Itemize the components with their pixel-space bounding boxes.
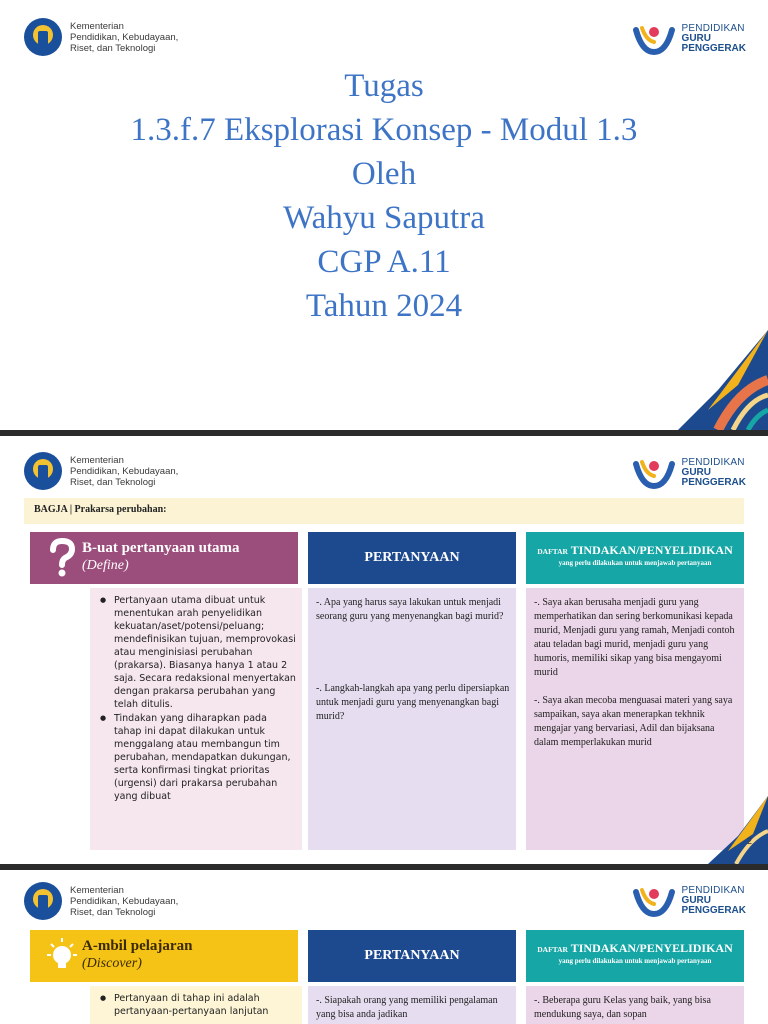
guru-penggerak-logo: [632, 456, 746, 490]
ministry-line: Riset, dan Teknologi: [70, 42, 156, 54]
step-subtitle: (Define): [82, 558, 129, 573]
pertanyaan-header: PERTANYAAN: [308, 532, 516, 584]
guidance-bullet: ● Pertanyaan di tahap ini adalah pertanyaan-pertanyaan lanjutan: [100, 992, 296, 1018]
step-subtitle: (Discover): [82, 956, 142, 971]
actions-column: [526, 986, 744, 1024]
ministry-logo: [24, 452, 178, 490]
guru-penggerak-logo: [632, 884, 746, 918]
program-line: PENGGERAK: [681, 905, 746, 916]
program-line: GURU: [681, 467, 711, 478]
title-line: 1.3.f.7 Eksplorasi Konsep - Modul 1.3: [130, 112, 638, 148]
slide-define: [0, 436, 768, 864]
daftar-small-label: DAFTAR: [537, 945, 568, 954]
program-line: GURU: [681, 895, 711, 906]
title-line: Tahun 2024: [305, 288, 463, 324]
question-item: -. Apa yang harus saya lakukan untuk menjadi seorang guru yang menyenangkan bagi murid?: [316, 597, 504, 622]
pertanyaan-header: PERTANYAAN: [308, 930, 516, 982]
question-item: -. Langkah-langkah apa yang perlu dipersiapkan untuk menjadi guru yang menyenangkan bagi murid?: [316, 683, 510, 722]
guidance-column: [90, 588, 302, 850]
ministry-line: Kementerian: [70, 20, 124, 32]
ministry-line: Kementerian: [70, 454, 124, 466]
program-line: GURU: [681, 33, 711, 44]
daftar-main-label: TINDAKAN/PENYELIDIKAN: [570, 941, 733, 955]
daftar-small-label: DAFTAR: [537, 547, 568, 556]
program-line: PENDIDIKAN: [681, 23, 745, 34]
title-block: [0, 64, 768, 328]
ministry-logo: [24, 18, 178, 56]
guidance-bullet: ● Pertanyaan utama dibuat untuk menentukan arah penyelidikan kekuatan/aset/potensi/peluang; mendefinisikan tujuan, memprovokasi atau menginisiasi perubahan (prakarsa). Biasanya hanya 1 atau 2 saja. Secara redaksional menyertakan dengan prakarsa perubahan yang telah ditulis.: [100, 594, 296, 711]
step-header-discover: [30, 930, 298, 982]
action-item: -. Saya akan berusaha menjadi guru yang memperhatikan dan sering berkomunikasi kepada murid, Menjadi guru yang ramah, Menjadi contoh atau teladan bagi murid, menjadi guru yang humoris, memiliki sikap yang bisa mengayomi murid: [534, 597, 735, 678]
guru-penggerak-mark-icon: [632, 456, 676, 490]
program-line: PENGGERAK: [681, 43, 746, 54]
page-number: 2: [746, 836, 752, 846]
step-title: B-uat pertanyaan utama: [82, 540, 240, 556]
tut-wuri-handayani-seal-icon: [24, 452, 62, 490]
guru-penggerak-mark-icon: [632, 884, 676, 918]
guidance-bullet: ● Tindakan yang diharapkan pada tahap ini dapat dilakukan untuk menggalang atau membangun tim perubahan, mendapatkan dukungan, serta konfirmasi tingkat prioritas (urgensi) dari prakarsa perubahan yang dibuat: [100, 712, 296, 803]
ministry-logo: [24, 882, 178, 920]
program-line: PENGGERAK: [681, 477, 746, 488]
guidance-column: [90, 986, 302, 1024]
action-item: -. Beberapa guru Kelas yang baik, yang bisa mendukung saya, dan sopan: [534, 995, 711, 1020]
ministry-line: Pendidikan, Kebudayaan,: [70, 895, 179, 907]
slide-title: [0, 0, 768, 430]
ministry-line: Riset, dan Teknologi: [70, 906, 156, 918]
title-line: Tugas: [344, 68, 424, 104]
action-item: -. Saya akan mecoba menguasai materi yang saya sampaikan, saya akan menerapkan tekhnik mengajar yang bervariasi, Adil dan bijaksana dalam memperlakukan murid: [534, 695, 733, 748]
corner-decoration-icon: [708, 796, 768, 864]
questions-column: [308, 986, 516, 1024]
bagja-banner: BAGJA | Prakarsa perubahan:: [24, 498, 744, 524]
title-line: Wahyu Saputra: [283, 200, 485, 236]
daftar-header: [526, 930, 744, 982]
daftar-main-label: TINDAKAN/PENYELIDIKAN: [570, 543, 733, 557]
daftar-sub-label: yang perlu dilakukan untuk menjawab pertanyaan: [558, 957, 712, 965]
questions-column: [308, 588, 516, 850]
step-header-define: [30, 532, 298, 584]
slide-discover: [0, 870, 768, 1024]
title-line: Oleh: [351, 156, 417, 192]
tut-wuri-handayani-seal-icon: [24, 882, 62, 920]
ministry-line: Pendidikan, Kebudayaan,: [70, 31, 179, 43]
question-item: -. Siapakah orang yang memiliki pengalaman yang bisa anda jadikan: [316, 995, 498, 1020]
ministry-line: Pendidikan, Kebudayaan,: [70, 465, 179, 477]
tut-wuri-handayani-seal-icon: [24, 18, 62, 56]
daftar-sub-label: yang perlu dilakukan untuk menjawab pertanyaan: [558, 559, 712, 567]
corner-decoration-icon: [678, 330, 768, 430]
ministry-line: Kementerian: [70, 884, 124, 896]
guru-penggerak-mark-icon: [632, 22, 676, 56]
program-line: PENDIDIKAN: [681, 457, 745, 468]
program-line: PENDIDIKAN: [681, 885, 745, 896]
guru-penggerak-logo: [632, 22, 746, 56]
title-line: CGP A.11: [317, 244, 451, 280]
step-title: A-mbil pelajaran: [82, 938, 193, 954]
ministry-line: Riset, dan Teknologi: [70, 476, 156, 488]
daftar-header: [526, 532, 744, 584]
